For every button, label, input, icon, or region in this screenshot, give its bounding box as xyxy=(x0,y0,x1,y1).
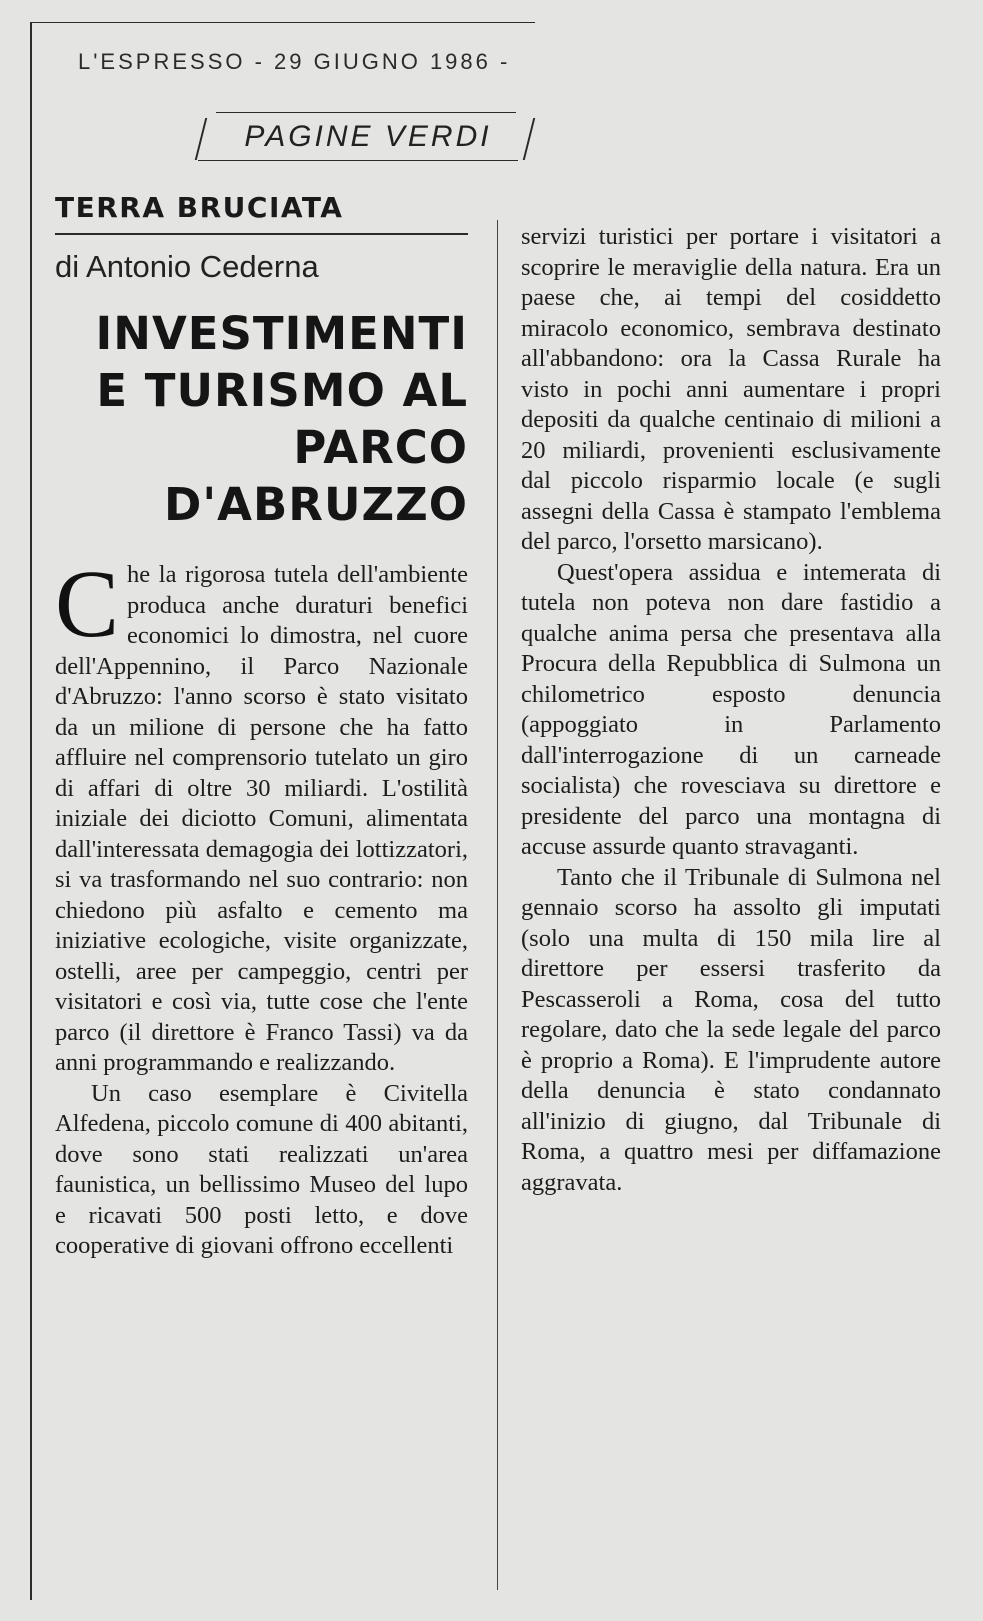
paragraph-1-text: he la rigorosa tutela dell'ambiente produca anche duraturi benefici economici lo dimostra, nel cuore dell'Appennino, il Parco Nazionale d'Abruzzo: l'anno scorso è stato visitato da un milione di persone che ha fatto affluire nel comprensorio tutelato un giro di affari di oltre 30 miliardi. L'ostilità iniziale dei diciotto Comuni, alimentata dall'interessata demagogia dei lottizzatori, si va trasformando nel suo contrario: non chiedono più asfalto e cemento ma iniziative ecologiche, visite organizzate, ostelli, aree per campeggio, centri per visitatori e così via, tutte cose che l'ente parco (il direttore è Franco Tassi) va da anni programmando e realizzando. xyxy=(55,561,468,1076)
section-slash-left xyxy=(195,118,207,160)
drop-cap: C xyxy=(55,550,120,657)
kicker: TERRA BRUCIATA xyxy=(55,191,344,224)
section-title: PAGINE VERDI xyxy=(244,120,492,153)
top-rule xyxy=(30,22,535,23)
paragraph-2-start: Un caso esemplare è Civitella Alfedena, piccolo comune di 400 abitanti, dove sono stati realizzati un'area faunistica, un bellissimo Museo del lupo e ricavati 500 posti letto, e dove cooperative di giovani offrono eccellenti xyxy=(55,1079,468,1259)
left-rule xyxy=(30,22,32,1600)
column-separator xyxy=(497,220,498,1590)
section-label-box xyxy=(198,112,533,162)
kicker-rule xyxy=(55,233,468,235)
paragraph-4: Tanto che il Tribunale di Sulmona nel gennaio scorso ha assolto gli imputati (solo una multa di 150 mila lire al direttore per essersi trasferito da Pescasseroli a Roma, cosa del tutto regolare, dato che la sede legale del parco è proprio a Roma). E l'imprudente autore della denuncia è stato condannato all'inizio di giugno, dal Tribunale di Roma, a quattro mesi per diffamazione aggravata. xyxy=(521,863,941,1196)
section-rule-top xyxy=(216,112,516,113)
masthead: L'ESPRESSO - 29 GIUGNO 1986 - xyxy=(78,49,511,74)
byline: di Antonio Cederna xyxy=(55,249,319,284)
paragraph-1 xyxy=(55,550,468,1079)
paragraph-3: Quest'opera assidua e intemerata di tutela non poteva non dare fastidio a qualche anima persa che presentava alla Procura della Repubblica di Sulmona un chilometrico esposto denuncia (appoggiato in Parlamento dall'interrogazione di un carneade socialista) che rovesciava su direttore e presidente del parco una montagna di accuse assurde quanto stravaganti. xyxy=(521,558,941,860)
article-column-right xyxy=(521,222,941,1198)
section-slash-right xyxy=(523,118,535,160)
headline: INVESTIMENTI E TURISMO AL PARCO D'ABRUZZO xyxy=(95,307,468,531)
section-rule-bottom xyxy=(198,160,518,161)
article-column-left xyxy=(55,550,468,1262)
paragraph-2-continued: servizi turistici per portare i visitatori a scoprire le meraviglie della natura. Era un paese che, ai tempi del cosiddetto miracolo economico, sembrava destinato all'abbandono: ora la Cassa Rurale ha visto in pochi anni aumentare i propri depositi da qualche centinaio di milioni a 20 miliardi, provenienti esclusivamente dal piccolo risparmio locale (e sugli assegni della Cassa è stampato l'emblema del parco, l'orsetto marsicano). xyxy=(521,223,941,555)
